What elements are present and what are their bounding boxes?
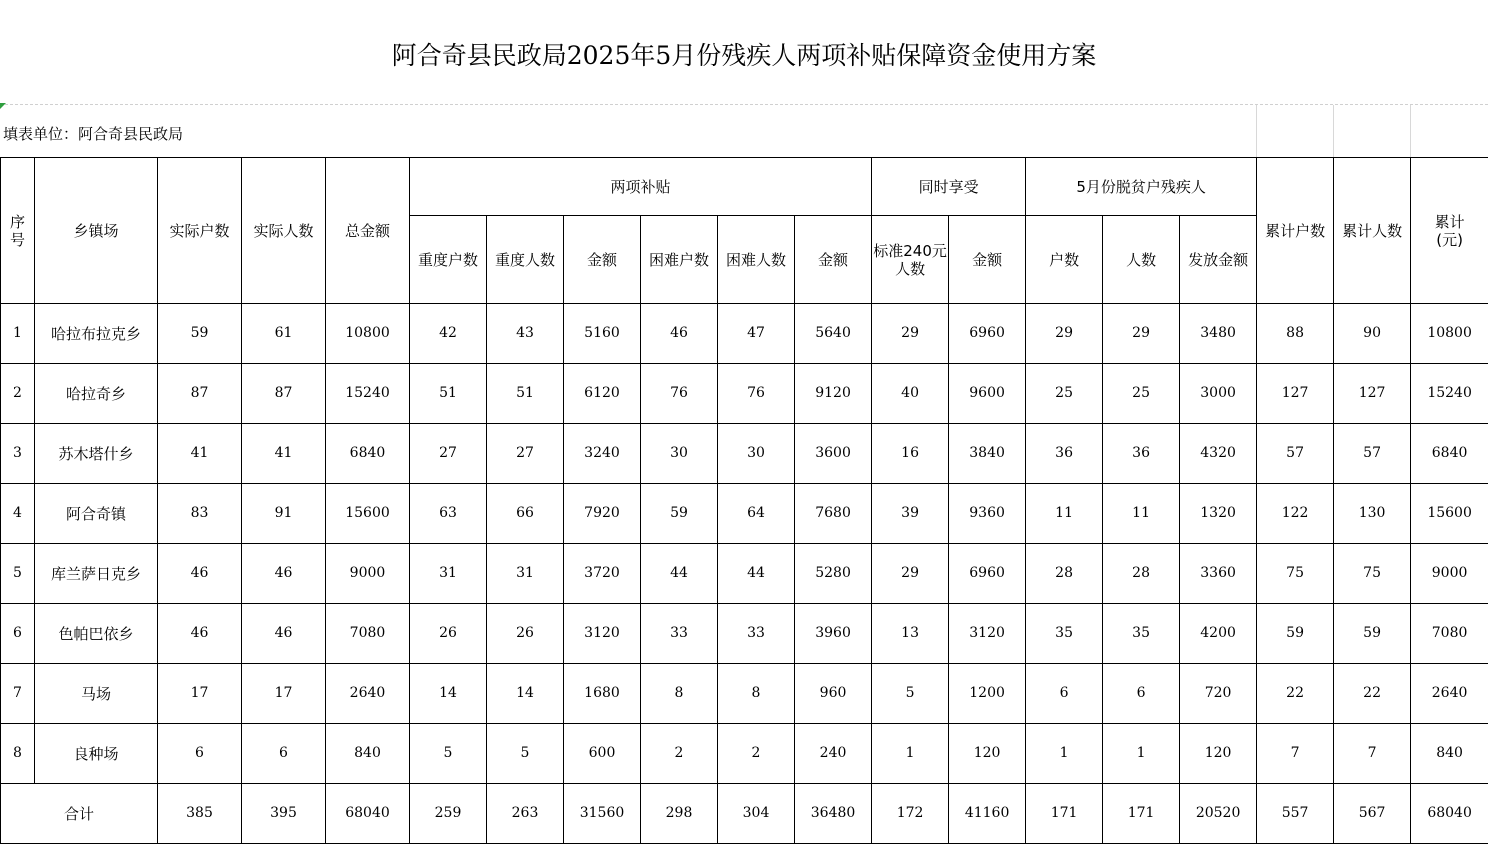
table-cell: 1 [1103, 724, 1180, 784]
table-cell: 42 [410, 304, 487, 364]
total-cell: 36480 [795, 784, 872, 844]
table-cell: 57 [1257, 424, 1334, 484]
table-cell: 3960 [795, 604, 872, 664]
table-cell: 17 [158, 664, 242, 724]
table-cell: 29 [872, 304, 949, 364]
header-poverty-households: 户数 [1026, 216, 1103, 304]
table-body [1, 304, 1488, 784]
table-cell: 11 [1026, 484, 1103, 544]
table-cell: 7080 [326, 604, 410, 664]
table-cell: 840 [326, 724, 410, 784]
table-cell: 83 [158, 484, 242, 544]
table-cell: 6120 [564, 364, 641, 424]
table-cell: 6960 [949, 544, 1026, 604]
table-cell: 22 [1334, 664, 1411, 724]
table-cell: 720 [1180, 664, 1257, 724]
table-row [1, 664, 1488, 724]
table-cell: 30 [718, 424, 795, 484]
table-cell: 25 [1026, 364, 1103, 424]
header-may-poverty: 5月份脱贫户残疾人 [1026, 158, 1257, 216]
total-cell: 263 [487, 784, 564, 844]
gridline [1333, 105, 1334, 157]
table-cell: 14 [487, 664, 564, 724]
table-cell: 41 [242, 424, 326, 484]
table-cell: 7 [1334, 724, 1411, 784]
total-cell: 304 [718, 784, 795, 844]
table-cell: 28 [1103, 544, 1180, 604]
total-cell: 172 [872, 784, 949, 844]
table-cell: 8 [641, 664, 718, 724]
table-cell: 51 [487, 364, 564, 424]
table-cell: 5280 [795, 544, 872, 604]
table-row [1, 544, 1488, 604]
row-town-cell: 马场 [35, 664, 158, 724]
total-cell: 298 [641, 784, 718, 844]
table-cell: 59 [1334, 604, 1411, 664]
table-cell: 600 [564, 724, 641, 784]
table-cell: 76 [641, 364, 718, 424]
table-cell: 127 [1334, 364, 1411, 424]
table-cell: 75 [1334, 544, 1411, 604]
table-cell: 3120 [564, 604, 641, 664]
page-title: 阿合奇县民政局2025年5月份残疾人两项补贴保障资金使用方案 [391, 41, 1097, 70]
total-cell: 385 [158, 784, 242, 844]
table-cell: 7 [1257, 724, 1334, 784]
table-cell: 57 [1334, 424, 1411, 484]
total-cell: 557 [1257, 784, 1334, 844]
gridline [1410, 105, 1411, 157]
table-cell: 3840 [949, 424, 1026, 484]
table-cell: 9000 [326, 544, 410, 604]
table-cell: 13 [872, 604, 949, 664]
total-cell: 171 [1103, 784, 1180, 844]
total-cell: 68040 [326, 784, 410, 844]
table-cell: 30 [641, 424, 718, 484]
table-cell: 39 [872, 484, 949, 544]
total-cell: 259 [410, 784, 487, 844]
table-cell: 2640 [1411, 664, 1488, 724]
row-seq-cell: 5 [1, 544, 35, 604]
table-cell: 5160 [564, 304, 641, 364]
total-cell: 68040 [1411, 784, 1488, 844]
table-cell: 5 [410, 724, 487, 784]
table-cell: 9000 [1411, 544, 1488, 604]
header-cum-households: 累计户数 [1257, 158, 1334, 304]
table-cell: 960 [795, 664, 872, 724]
header-amount-2: 金额 [795, 216, 872, 304]
table-cell: 240 [795, 724, 872, 784]
table-cell: 15600 [326, 484, 410, 544]
table-cell: 35 [1103, 604, 1180, 664]
table-cell: 63 [410, 484, 487, 544]
table-cell: 46 [641, 304, 718, 364]
table-cell: 1200 [949, 664, 1026, 724]
total-cell: 567 [1334, 784, 1411, 844]
header-cum-total: 累计(元) [1411, 158, 1488, 304]
table-cell: 9600 [949, 364, 1026, 424]
row-town-cell: 哈拉奇乡 [35, 364, 158, 424]
total-label: 合计 [1, 784, 158, 844]
row-town-cell: 哈拉布拉克乡 [35, 304, 158, 364]
table-cell: 25 [1103, 364, 1180, 424]
table-cell: 11 [1103, 484, 1180, 544]
table-row [1, 484, 1488, 544]
unit-row [0, 105, 1488, 157]
total-cell: 31560 [564, 784, 641, 844]
header-hardship-people: 困难人数 [718, 216, 795, 304]
table-cell: 28 [1026, 544, 1103, 604]
header-severe-households: 重度户数 [410, 216, 487, 304]
total-cell: 41160 [949, 784, 1026, 844]
table-cell: 15600 [1411, 484, 1488, 544]
table-cell: 88 [1257, 304, 1334, 364]
table-row [1, 604, 1488, 664]
table-cell: 3600 [795, 424, 872, 484]
header-poverty-people: 人数 [1103, 216, 1180, 304]
row-town-cell: 阿合奇镇 [35, 484, 158, 544]
header-concurrent: 同时享受 [872, 158, 1026, 216]
table-cell: 4320 [1180, 424, 1257, 484]
row-seq-cell: 1 [1, 304, 35, 364]
table-cell: 6840 [1411, 424, 1488, 484]
table-cell: 29 [1103, 304, 1180, 364]
table-cell: 35 [1026, 604, 1103, 664]
table-cell: 10800 [1411, 304, 1488, 364]
table-cell: 3720 [564, 544, 641, 604]
table-cell: 46 [158, 604, 242, 664]
header-people: 实际人数 [242, 158, 326, 304]
table-cell: 15240 [326, 364, 410, 424]
table-cell: 6960 [949, 304, 1026, 364]
header-standard-240: 标准240元人数 [872, 216, 949, 304]
table-cell: 1 [1026, 724, 1103, 784]
header-total-amount: 总金额 [326, 158, 410, 304]
table-cell: 8 [718, 664, 795, 724]
table-cell: 2 [718, 724, 795, 784]
table-cell: 3000 [1180, 364, 1257, 424]
table-cell: 6840 [326, 424, 410, 484]
header-hardship-households: 困难户数 [641, 216, 718, 304]
table-cell: 7080 [1411, 604, 1488, 664]
table-cell: 2640 [326, 664, 410, 724]
table-cell: 6 [1026, 664, 1103, 724]
header-town: 乡镇场 [35, 158, 158, 304]
header-cum-people: 累计人数 [1334, 158, 1411, 304]
table-cell: 61 [242, 304, 326, 364]
table-cell: 46 [242, 544, 326, 604]
header-amount-1: 金额 [564, 216, 641, 304]
table-cell: 59 [641, 484, 718, 544]
table-cell: 16 [872, 424, 949, 484]
row-town-cell: 苏木塔什乡 [35, 424, 158, 484]
table-cell: 7680 [795, 484, 872, 544]
table-cell: 44 [641, 544, 718, 604]
row-seq-cell: 3 [1, 424, 35, 484]
table-cell: 26 [410, 604, 487, 664]
table-cell: 87 [242, 364, 326, 424]
table-cell: 91 [242, 484, 326, 544]
total-cell: 395 [242, 784, 326, 844]
table-cell: 5 [487, 724, 564, 784]
total-cell: 20520 [1180, 784, 1257, 844]
table-cell: 120 [949, 724, 1026, 784]
table-row [1, 424, 1488, 484]
table-cell: 29 [872, 544, 949, 604]
row-town-cell: 库兰萨日克乡 [35, 544, 158, 604]
row-town-cell: 色帕巴依乡 [35, 604, 158, 664]
header-seq: 序号 [1, 158, 35, 304]
table-cell: 51 [410, 364, 487, 424]
table-cell: 64 [718, 484, 795, 544]
table-cell: 41 [158, 424, 242, 484]
row-seq-cell: 4 [1, 484, 35, 544]
row-seq-cell: 8 [1, 724, 35, 784]
row-seq-cell: 7 [1, 664, 35, 724]
table-cell: 75 [1257, 544, 1334, 604]
table-cell: 3480 [1180, 304, 1257, 364]
row-seq-cell: 2 [1, 364, 35, 424]
table-cell: 27 [487, 424, 564, 484]
table-cell: 6 [242, 724, 326, 784]
table-cell: 33 [641, 604, 718, 664]
table-cell: 127 [1257, 364, 1334, 424]
table-cell: 3360 [1180, 544, 1257, 604]
table-cell: 6 [158, 724, 242, 784]
table-cell: 26 [487, 604, 564, 664]
table-cell: 22 [1257, 664, 1334, 724]
table-cell: 6 [1103, 664, 1180, 724]
table-cell: 59 [1257, 604, 1334, 664]
total-cell: 171 [1026, 784, 1103, 844]
table-cell: 33 [718, 604, 795, 664]
table-cell: 5 [872, 664, 949, 724]
table-cell: 59 [158, 304, 242, 364]
header-row-1 [1, 158, 1488, 216]
table-cell: 1 [872, 724, 949, 784]
table-cell: 47 [718, 304, 795, 364]
table-row [1, 304, 1488, 364]
title-row [0, 0, 1488, 105]
table-cell: 66 [487, 484, 564, 544]
table-cell: 10800 [326, 304, 410, 364]
table-cell: 3120 [949, 604, 1026, 664]
table-cell: 36 [1103, 424, 1180, 484]
table-cell: 3240 [564, 424, 641, 484]
row-seq-cell: 6 [1, 604, 35, 664]
table-cell: 122 [1257, 484, 1334, 544]
table-cell: 44 [718, 544, 795, 604]
table-cell: 36 [1026, 424, 1103, 484]
header-severe-people: 重度人数 [487, 216, 564, 304]
table-cell: 90 [1334, 304, 1411, 364]
table-cell: 15240 [1411, 364, 1488, 424]
table-cell: 40 [872, 364, 949, 424]
table-cell: 5640 [795, 304, 872, 364]
table-cell: 43 [487, 304, 564, 364]
table-cell: 87 [158, 364, 242, 424]
table-cell: 31 [487, 544, 564, 604]
table-cell: 1680 [564, 664, 641, 724]
table-cell: 2 [641, 724, 718, 784]
header-poverty-amount: 发放金额 [1180, 216, 1257, 304]
table-row [1, 724, 1488, 784]
unit-label: 填表单位：阿合奇县民政局 [3, 125, 184, 143]
header-households: 实际户数 [158, 158, 242, 304]
subsidy-table [0, 157, 1488, 844]
table-cell: 17 [242, 664, 326, 724]
table-cell: 9360 [949, 484, 1026, 544]
header-two-subsidies: 两项补贴 [410, 158, 872, 216]
table-cell: 9120 [795, 364, 872, 424]
table-cell: 31 [410, 544, 487, 604]
row-town-cell: 良种场 [35, 724, 158, 784]
table-row [1, 364, 1488, 424]
table-cell: 7920 [564, 484, 641, 544]
table-cell: 4200 [1180, 604, 1257, 664]
header-amount-3: 金额 [949, 216, 1026, 304]
table-cell: 29 [1026, 304, 1103, 364]
table-cell: 130 [1334, 484, 1411, 544]
total-row [1, 784, 1488, 844]
table-cell: 76 [718, 364, 795, 424]
table-cell: 120 [1180, 724, 1257, 784]
table-cell: 14 [410, 664, 487, 724]
table-cell: 27 [410, 424, 487, 484]
table-cell: 840 [1411, 724, 1488, 784]
gridline [1256, 105, 1257, 157]
table-cell: 1320 [1180, 484, 1257, 544]
table-cell: 46 [242, 604, 326, 664]
table-cell: 46 [158, 544, 242, 604]
